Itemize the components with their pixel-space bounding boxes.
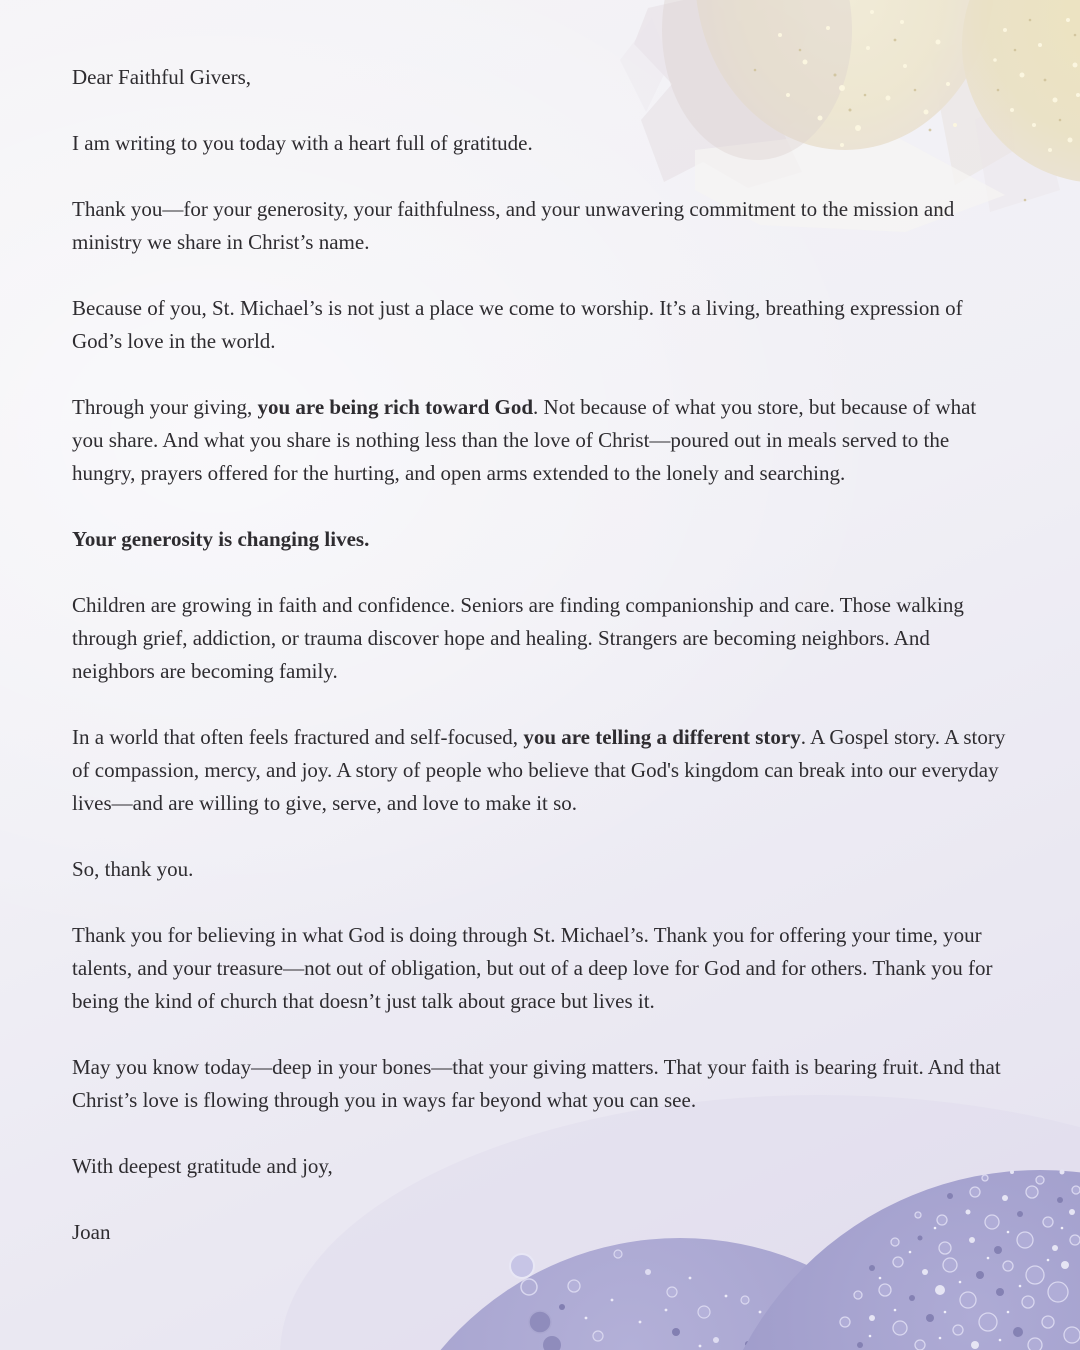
letter-text-run: Through your giving, xyxy=(72,395,258,419)
letter-text-run: . Not because of what you store, but because of what you share. And what you share is nothing less than the love of Christ—poured out in meals served to the hungry, prayers offered for the hurting, and open arms extended to the lonely and searching. xyxy=(72,395,977,485)
letter-text-run: Because of you, St. Michael’s is not just a place we come to worship. It’s a living, breathing expression of God’s love in the world. xyxy=(72,296,963,353)
letter-paragraph xyxy=(72,523,1008,556)
letter-paragraph xyxy=(72,853,1008,886)
letter-text-run: Dear Faithful Givers, xyxy=(72,65,252,89)
letter-text-run: May you know today—deep in your bones—that your giving matters. That your faith is bearing fruit. And that Christ’s love is flowing through you in ways far beyond what you can see. xyxy=(72,1055,1001,1112)
letter-body xyxy=(72,61,1008,1282)
letter-paragraph xyxy=(72,292,1008,358)
letter-paragraphs xyxy=(72,61,1008,1249)
letter-text-run: Children are growing in faith and confidence. Seniors are finding companionship and care. Those walking through grief, addiction, or trauma discover hope and healing. Strangers are becoming neighbors. And neighbors are becoming family. xyxy=(72,593,964,683)
letter-paragraph xyxy=(72,193,1008,259)
letter-text-run: Thank you—for your generosity, your faithfulness, and your unwavering commitment to the mission and ministry we share in Christ’s name. xyxy=(72,197,955,254)
letter-text-run: I am writing to you today with a heart full of gratitude. xyxy=(72,131,533,155)
letter-paragraph xyxy=(72,127,1008,160)
letter-paragraph xyxy=(72,919,1008,1018)
letter-text-run: you are being rich toward God xyxy=(257,395,534,419)
letter-paragraph xyxy=(72,721,1008,820)
letter-text-run: . A Gospel story. A story of compassion, mercy, and joy. A story of people who believe that God's kingdom can break into our everyday lives—and are willing to give, serve, and love to make it so. xyxy=(72,725,1006,815)
letter-text-run: Joan xyxy=(72,1220,111,1244)
letter-text-run: So, thank you. xyxy=(72,857,194,881)
letter-text-run: In a world that often feels fractured and self-focused, xyxy=(72,725,524,749)
letter-paragraph xyxy=(72,589,1008,688)
letter-text-run: you are telling a different story xyxy=(523,725,801,749)
letter-text-run: With deepest gratitude and joy, xyxy=(72,1154,333,1178)
letter-text-run: Thank you for believing in what God is doing through St. Michael’s. Thank you for offering your time, your talents, and your treasure—not out of obligation, but out of a deep love for God and for others. Thank you for being the kind of church that doesn’t just talk about grace but lives it. xyxy=(72,923,993,1013)
letter-paragraph xyxy=(72,391,1008,490)
letter-paragraph xyxy=(72,1150,1008,1183)
letter-paragraph xyxy=(72,1051,1008,1117)
letter-paragraph xyxy=(72,61,1008,94)
letter-paragraph xyxy=(72,1216,1008,1249)
letter-text-run: Your generosity is changing lives. xyxy=(72,527,370,551)
